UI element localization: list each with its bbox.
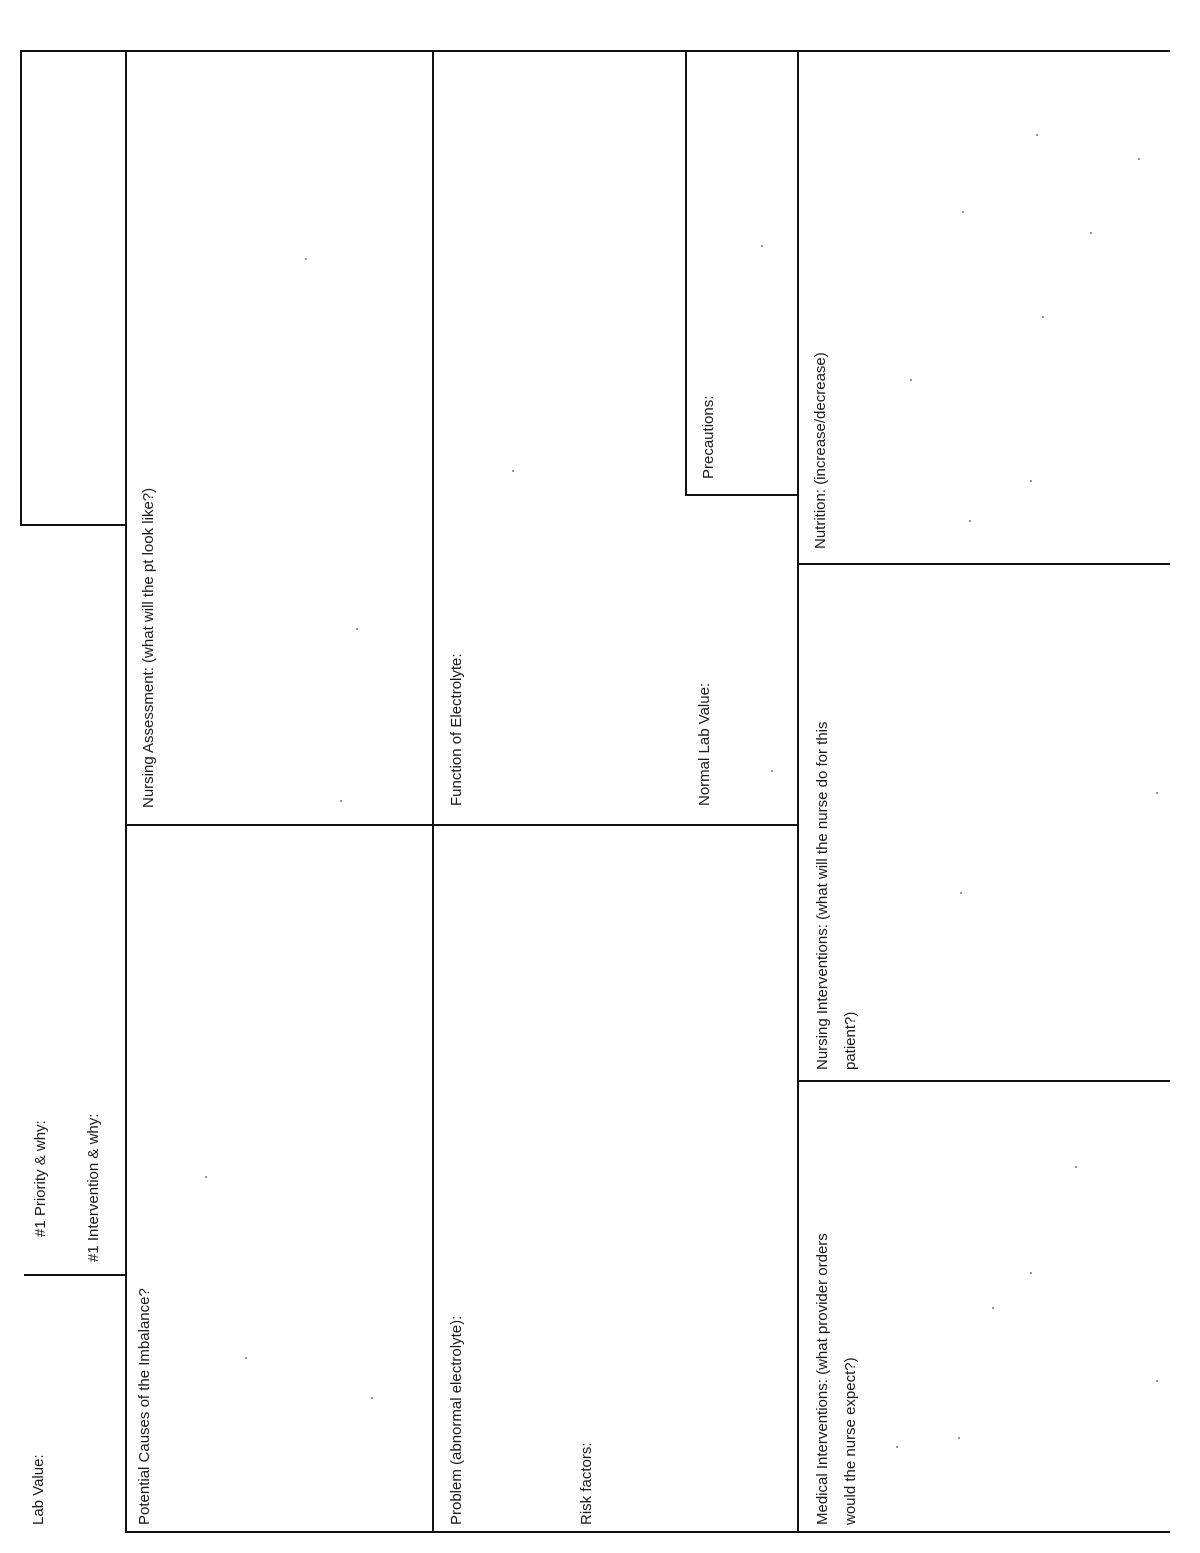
scan-speck: [1030, 1272, 1032, 1274]
scan-speck: [960, 892, 962, 894]
column-divider-1: [125, 50, 127, 1533]
lab-value-label: Lab Value:: [30, 1454, 47, 1525]
priority-underline: [24, 1274, 126, 1276]
column-divider-2: [432, 50, 434, 1533]
medical-interventions-label-line1: Medical Interventions: (what provider orders: [814, 1233, 831, 1525]
scan-speck: [1036, 134, 1038, 136]
column-divider-3: [797, 50, 799, 1533]
intervention-label: #1 Intervention & why:: [85, 1113, 102, 1262]
scan-speck: [969, 520, 971, 522]
problem-label: Problem (abnormal electrolyte):: [448, 1315, 465, 1525]
nursing-assessment-label: Nursing Assessment: (what will the pt look like?): [140, 487, 157, 808]
bottom-border: [125, 1531, 1170, 1533]
nursing-interventions-label-line1: Nursing Interventions: (what will the nurse do for this: [814, 721, 831, 1070]
precautions-box-left: [685, 50, 687, 496]
priority-label: #1 Priority & why:: [32, 1120, 49, 1237]
scan-speck: [771, 770, 773, 772]
row-divider-right-1: [797, 563, 1170, 565]
scan-speck: [896, 1446, 898, 1448]
left-box-border: [20, 50, 22, 526]
nutrition-label: Nutrition: (increase/decrease): [812, 352, 829, 549]
medical-interventions-label-line2: would the nurse expect?): [842, 1357, 859, 1525]
scan-speck: [305, 258, 307, 260]
scan-speck: [1042, 316, 1044, 318]
row-divider-right-2: [797, 1080, 1170, 1082]
scan-speck: [1138, 158, 1140, 160]
scan-speck: [962, 211, 964, 213]
scan-speck: [1156, 792, 1158, 794]
precautions-box-bottom: [685, 494, 799, 496]
risk-factors-label: Risk factors:: [578, 1442, 595, 1525]
precautions-label: Precautions:: [700, 395, 717, 479]
scan-speck: [245, 1357, 247, 1359]
normal-lab-value-label: Normal Lab Value:: [696, 682, 713, 806]
scan-speck: [1090, 232, 1092, 234]
potential-causes-label: Potential Causes of the Imbalance?: [136, 1288, 153, 1525]
scan-speck: [761, 245, 763, 247]
row-divider-middle: [125, 824, 799, 826]
scan-speck: [340, 800, 342, 802]
scan-speck: [992, 1307, 994, 1309]
left-box-bottom: [20, 524, 126, 526]
nursing-interventions-label-line2: patient?): [842, 1011, 859, 1070]
scan-speck: [512, 470, 514, 472]
top-border: [20, 50, 1170, 52]
scan-speck: [1030, 480, 1032, 482]
scan-speck: [910, 379, 912, 381]
scan-speck: [1075, 1166, 1077, 1168]
scan-speck: [356, 628, 358, 630]
scan-speck: [371, 1397, 373, 1399]
scan-speck: [1156, 1380, 1158, 1382]
function-label: Function of Electrolyte:: [448, 653, 465, 806]
scan-speck: [205, 1176, 207, 1178]
scan-speck: [958, 1437, 960, 1439]
